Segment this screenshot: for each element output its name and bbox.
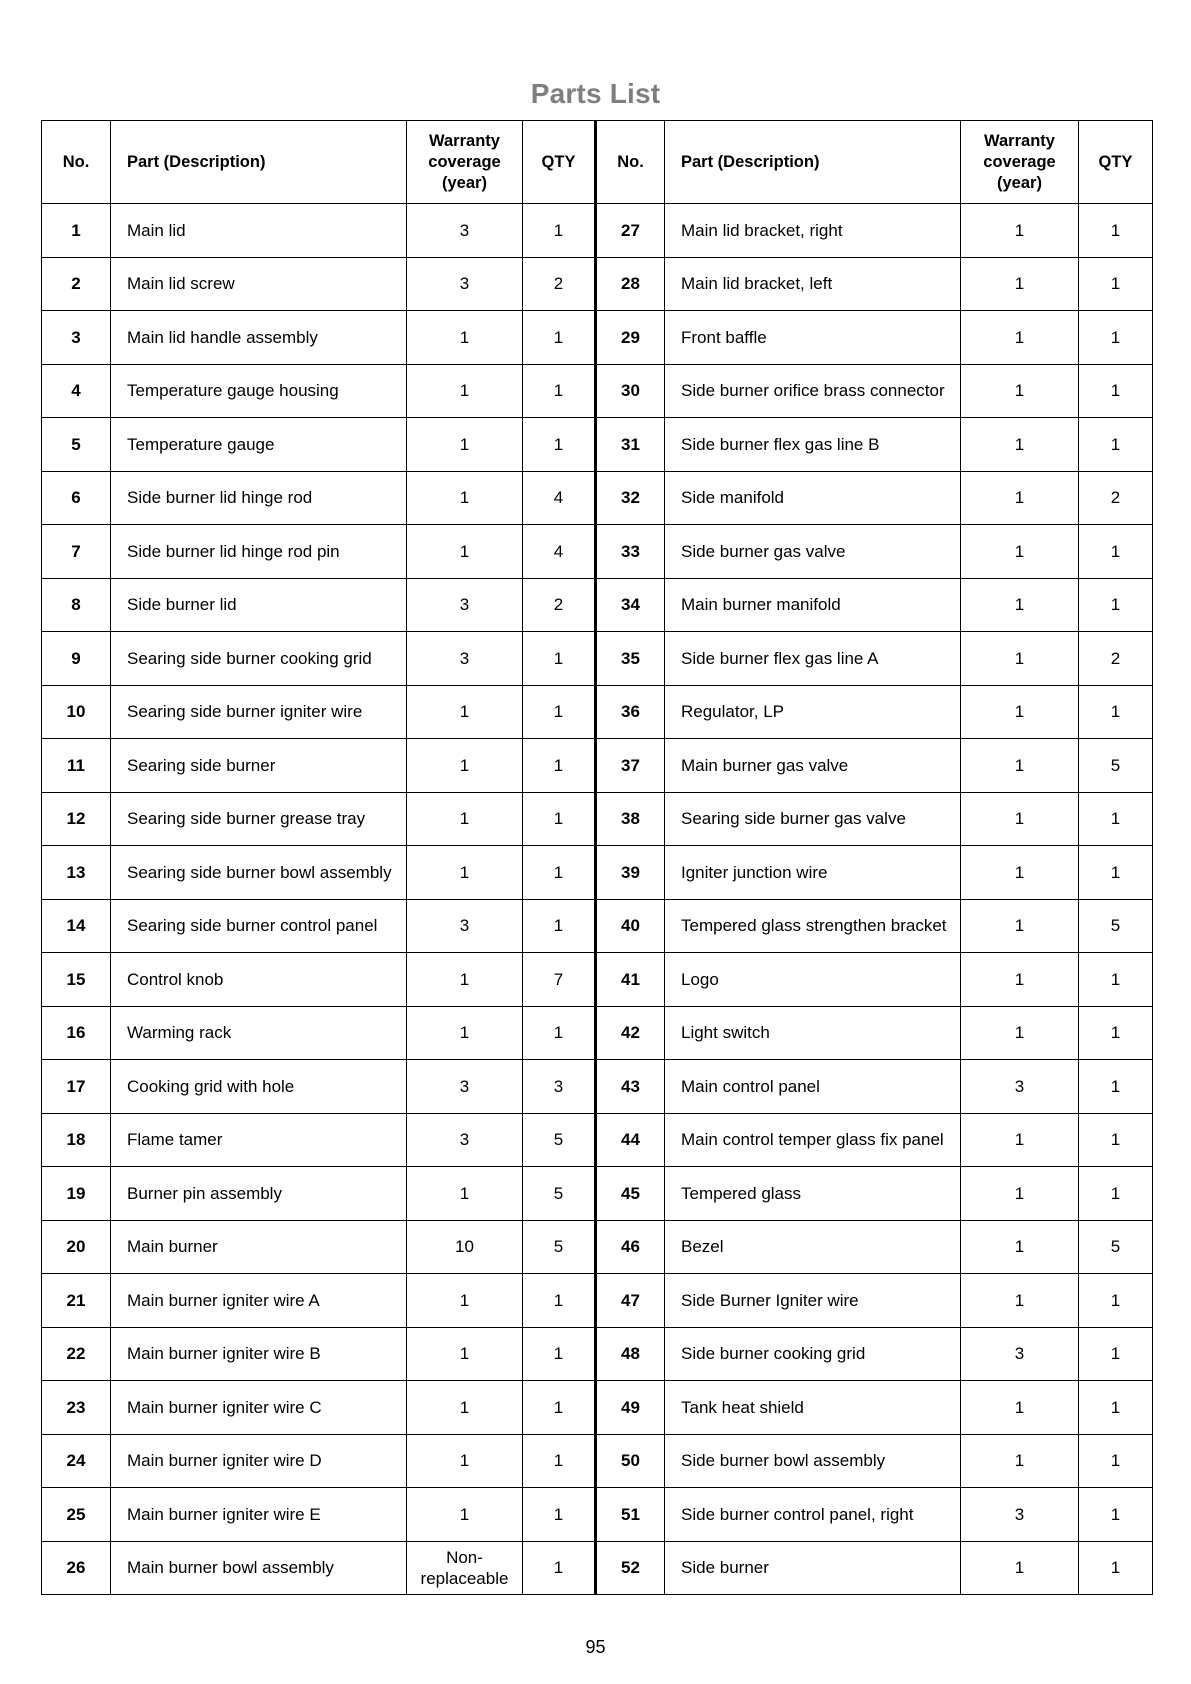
quantity-right: 1 (1079, 846, 1153, 900)
part-number-left: 13 (42, 846, 111, 900)
quantity-right: 1 (1079, 1006, 1153, 1060)
part-number-right: 42 (596, 1006, 665, 1060)
quantity-left: 1 (523, 418, 596, 472)
quantity-right: 1 (1079, 685, 1153, 739)
quantity-right: 1 (1079, 364, 1153, 418)
header-no-right: No. (596, 121, 665, 204)
part-description-left: Searing side burner igniter wire (111, 685, 407, 739)
quantity-right: 1 (1079, 1060, 1153, 1114)
part-description-left: Searing side burner control panel (111, 899, 407, 953)
part-description-right: Side manifold (665, 471, 961, 525)
warranty-years-left: 1 (407, 525, 523, 579)
warranty-years-right: 1 (961, 525, 1079, 579)
part-number-right: 41 (596, 953, 665, 1007)
quantity-right: 1 (1079, 1274, 1153, 1328)
part-number-left: 6 (42, 471, 111, 525)
header-part-right: Part (Description) (665, 121, 961, 204)
quantity-left: 5 (523, 1167, 596, 1221)
quantity-right: 1 (1079, 204, 1153, 258)
quantity-right: 1 (1079, 1113, 1153, 1167)
part-number-right: 32 (596, 471, 665, 525)
part-number-left: 1 (42, 204, 111, 258)
warranty-years-right: 1 (961, 364, 1079, 418)
part-number-left: 7 (42, 525, 111, 579)
part-number-left: 22 (42, 1327, 111, 1381)
table-row (42, 471, 1153, 525)
part-description-left: Main burner bowl assembly (111, 1541, 407, 1595)
part-description-right: Main lid bracket, left (665, 257, 961, 311)
table-row (42, 578, 1153, 632)
quantity-right: 1 (1079, 418, 1153, 472)
part-description-right: Bezel (665, 1220, 961, 1274)
table-row (42, 1434, 1153, 1488)
table-row (42, 632, 1153, 686)
warranty-years-right: 1 (961, 632, 1079, 686)
part-description-left: Cooking grid with hole (111, 1060, 407, 1114)
part-description-left: Temperature gauge (111, 418, 407, 472)
part-number-left: 26 (42, 1541, 111, 1595)
warranty-years-right: 1 (961, 578, 1079, 632)
quantity-right: 5 (1079, 899, 1153, 953)
quantity-left: 1 (523, 311, 596, 365)
header-qty-left: QTY (523, 121, 596, 204)
warranty-years-right: 1 (961, 311, 1079, 365)
warranty-years-left: 1 (407, 1434, 523, 1488)
warranty-years-left: 3 (407, 578, 523, 632)
table-row (42, 1541, 1153, 1595)
part-number-right: 48 (596, 1327, 665, 1381)
quantity-right: 1 (1079, 1488, 1153, 1542)
quantity-right: 1 (1079, 1541, 1153, 1595)
warranty-years-right: 1 (961, 257, 1079, 311)
quantity-right: 1 (1079, 311, 1153, 365)
table-row (42, 1113, 1153, 1167)
part-number-left: 23 (42, 1381, 111, 1435)
part-number-left: 18 (42, 1113, 111, 1167)
quantity-left: 2 (523, 578, 596, 632)
parts-table-body (42, 204, 1153, 1595)
part-number-left: 8 (42, 578, 111, 632)
warranty-years-right: 1 (961, 1381, 1079, 1435)
warranty-years-left: 1 (407, 953, 523, 1007)
quantity-right: 1 (1079, 1381, 1153, 1435)
warranty-years-right: 1 (961, 1113, 1079, 1167)
part-description-right: Main lid bracket, right (665, 204, 961, 258)
warranty-years-left: 1 (407, 311, 523, 365)
part-description-left: Main burner igniter wire A (111, 1274, 407, 1328)
quantity-right: 1 (1079, 525, 1153, 579)
quantity-left: 7 (523, 953, 596, 1007)
part-description-right: Side burner bowl assembly (665, 1434, 961, 1488)
warranty-years-right: 1 (961, 1434, 1079, 1488)
part-number-right: 52 (596, 1541, 665, 1595)
header-qty-right: QTY (1079, 121, 1153, 204)
warranty-years-left: 1 (407, 418, 523, 472)
quantity-left: 1 (523, 792, 596, 846)
part-number-left: 16 (42, 1006, 111, 1060)
part-number-right: 37 (596, 739, 665, 793)
quantity-right: 1 (1079, 257, 1153, 311)
quantity-left: 1 (523, 204, 596, 258)
part-description-right: Side burner cooking grid (665, 1327, 961, 1381)
quantity-right: 1 (1079, 578, 1153, 632)
quantity-right: 5 (1079, 739, 1153, 793)
warranty-years-right: 1 (961, 1541, 1079, 1595)
part-description-left: Warming rack (111, 1006, 407, 1060)
part-description-left: Main burner igniter wire D (111, 1434, 407, 1488)
part-description-left: Main burner igniter wire E (111, 1488, 407, 1542)
quantity-left: 1 (523, 899, 596, 953)
part-description-left: Main burner (111, 1220, 407, 1274)
warranty-years-right: 1 (961, 899, 1079, 953)
part-description-right: Tank heat shield (665, 1381, 961, 1435)
table-row (42, 1274, 1153, 1328)
part-description-right: Side burner gas valve (665, 525, 961, 579)
part-description-left: Main lid (111, 204, 407, 258)
warranty-years-right: 3 (961, 1060, 1079, 1114)
quantity-left: 1 (523, 1488, 596, 1542)
part-number-left: 9 (42, 632, 111, 686)
warranty-years-right: 3 (961, 1488, 1079, 1542)
quantity-left: 1 (523, 632, 596, 686)
warranty-years-left: 1 (407, 1167, 523, 1221)
part-number-left: 5 (42, 418, 111, 472)
table-row (42, 1220, 1153, 1274)
warranty-years-right: 3 (961, 1327, 1079, 1381)
part-number-left: 4 (42, 364, 111, 418)
header-row (42, 121, 1153, 204)
quantity-left: 1 (523, 1327, 596, 1381)
part-number-left: 24 (42, 1434, 111, 1488)
part-number-right: 33 (596, 525, 665, 579)
part-number-right: 51 (596, 1488, 665, 1542)
part-description-right: Front baffle (665, 311, 961, 365)
part-number-left: 25 (42, 1488, 111, 1542)
table-row (42, 204, 1153, 258)
part-description-right: Logo (665, 953, 961, 1007)
warranty-years-left: 3 (407, 899, 523, 953)
part-number-right: 38 (596, 792, 665, 846)
table-row (42, 1006, 1153, 1060)
quantity-right: 1 (1079, 1434, 1153, 1488)
part-number-right: 49 (596, 1381, 665, 1435)
warranty-years-left: 1 (407, 1381, 523, 1435)
part-number-right: 46 (596, 1220, 665, 1274)
part-description-left: Side burner lid hinge rod pin (111, 525, 407, 579)
quantity-left: 1 (523, 1274, 596, 1328)
header-part-left: Part (Description) (111, 121, 407, 204)
table-row (42, 953, 1153, 1007)
parts-table (41, 120, 1153, 1595)
table-row (42, 1488, 1153, 1542)
page-title: Parts List (530, 78, 661, 109)
quantity-left: 1 (523, 739, 596, 793)
quantity-left: 4 (523, 525, 596, 579)
quantity-left: 5 (523, 1220, 596, 1274)
warranty-years-left: 1 (407, 364, 523, 418)
quantity-left: 1 (523, 1541, 596, 1595)
warranty-years-left: 1 (407, 1006, 523, 1060)
quantity-left: 1 (523, 846, 596, 900)
quantity-right: 2 (1079, 471, 1153, 525)
part-number-right: 29 (596, 311, 665, 365)
table-row (42, 1060, 1153, 1114)
part-number-left: 11 (42, 739, 111, 793)
quantity-right: 5 (1079, 1220, 1153, 1274)
part-number-left: 15 (42, 953, 111, 1007)
part-number-right: 39 (596, 846, 665, 900)
page-number: 95 (585, 1637, 606, 1657)
part-description-right: Side burner flex gas line B (665, 418, 961, 472)
warranty-years-left: 1 (407, 1327, 523, 1381)
part-description-right: Side burner (665, 1541, 961, 1595)
part-number-left: 17 (42, 1060, 111, 1114)
part-number-right: 43 (596, 1060, 665, 1114)
table-row (42, 311, 1153, 365)
warranty-years-left: 1 (407, 792, 523, 846)
warranty-years-right: 1 (961, 1274, 1079, 1328)
part-number-left: 20 (42, 1220, 111, 1274)
quantity-left: 1 (523, 685, 596, 739)
part-number-right: 34 (596, 578, 665, 632)
part-number-right: 27 (596, 204, 665, 258)
quantity-left: 3 (523, 1060, 596, 1114)
part-number-right: 47 (596, 1274, 665, 1328)
part-number-left: 21 (42, 1274, 111, 1328)
warranty-years-right: 1 (961, 953, 1079, 1007)
part-number-right: 28 (596, 257, 665, 311)
part-number-right: 35 (596, 632, 665, 686)
part-number-right: 44 (596, 1113, 665, 1167)
part-description-left: Main lid handle assembly (111, 311, 407, 365)
part-description-left: Main burner igniter wire B (111, 1327, 407, 1381)
warranty-years-left: 1 (407, 471, 523, 525)
part-description-right: Tempered glass strengthen bracket (665, 899, 961, 953)
table-row (42, 257, 1153, 311)
part-description-left: Side burner lid (111, 578, 407, 632)
warranty-years-right: 1 (961, 471, 1079, 525)
part-number-right: 30 (596, 364, 665, 418)
quantity-left: 1 (523, 364, 596, 418)
warranty-years-right: 1 (961, 739, 1079, 793)
part-number-left: 12 (42, 792, 111, 846)
warranty-years-right: 1 (961, 846, 1079, 900)
warranty-years-left: 1 (407, 846, 523, 900)
table-row (42, 792, 1153, 846)
part-description-right: Side burner flex gas line A (665, 632, 961, 686)
part-description-left: Flame tamer (111, 1113, 407, 1167)
part-description-right: Side Burner Igniter wire (665, 1274, 961, 1328)
table-row (42, 685, 1153, 739)
warranty-years-right: 1 (961, 418, 1079, 472)
part-number-right: 40 (596, 899, 665, 953)
warranty-years-left: 1 (407, 1274, 523, 1328)
table-row (42, 739, 1153, 793)
part-description-right: Tempered glass (665, 1167, 961, 1221)
part-description-right: Searing side burner gas valve (665, 792, 961, 846)
table-row (42, 1327, 1153, 1381)
part-description-right: Igniter junction wire (665, 846, 961, 900)
part-description-right: Side burner control panel, right (665, 1488, 961, 1542)
part-number-right: 45 (596, 1167, 665, 1221)
warranty-years-left: Non-replaceable (407, 1541, 523, 1595)
warranty-years-left: 3 (407, 1060, 523, 1114)
quantity-right: 1 (1079, 792, 1153, 846)
part-description-right: Regulator, LP (665, 685, 961, 739)
part-number-left: 3 (42, 311, 111, 365)
part-number-right: 31 (596, 418, 665, 472)
part-description-right: Side burner orifice brass connector (665, 364, 961, 418)
part-number-right: 50 (596, 1434, 665, 1488)
table-row (42, 418, 1153, 472)
part-description-left: Side burner lid hinge rod (111, 471, 407, 525)
warranty-years-left: 3 (407, 1113, 523, 1167)
quantity-left: 1 (523, 1006, 596, 1060)
part-description-right: Main burner manifold (665, 578, 961, 632)
part-description-left: Control knob (111, 953, 407, 1007)
warranty-years-right: 1 (961, 685, 1079, 739)
quantity-right: 1 (1079, 953, 1153, 1007)
table-row (42, 1167, 1153, 1221)
part-number-right: 36 (596, 685, 665, 739)
table-row (42, 846, 1153, 900)
part-description-left: Temperature gauge housing (111, 364, 407, 418)
part-description-left: Searing side burner grease tray (111, 792, 407, 846)
part-description-left: Main burner igniter wire C (111, 1381, 407, 1435)
table-row (42, 525, 1153, 579)
quantity-left: 2 (523, 257, 596, 311)
warranty-years-left: 1 (407, 685, 523, 739)
table-row (42, 899, 1153, 953)
warranty-years-left: 3 (407, 257, 523, 311)
header-no-left: No. (42, 121, 111, 204)
quantity-left: 5 (523, 1113, 596, 1167)
warranty-years-right: 1 (961, 1006, 1079, 1060)
warranty-years-left: 3 (407, 632, 523, 686)
warranty-years-right: 1 (961, 204, 1079, 258)
warranty-years-right: 1 (961, 792, 1079, 846)
part-description-left: Searing side burner bowl assembly (111, 846, 407, 900)
quantity-left: 1 (523, 1381, 596, 1435)
quantity-left: 4 (523, 471, 596, 525)
part-number-left: 2 (42, 257, 111, 311)
part-description-left: Main lid screw (111, 257, 407, 311)
part-description-left: Searing side burner cooking grid (111, 632, 407, 686)
warranty-years-left: 3 (407, 204, 523, 258)
part-description-left: Searing side burner (111, 739, 407, 793)
quantity-right: 1 (1079, 1327, 1153, 1381)
part-description-right: Light switch (665, 1006, 961, 1060)
warranty-years-right: 1 (961, 1220, 1079, 1274)
warranty-years-left: 1 (407, 1488, 523, 1542)
part-description-right: Main control temper glass fix panel (665, 1113, 961, 1167)
quantity-left: 1 (523, 1434, 596, 1488)
warranty-years-right: 1 (961, 1167, 1079, 1221)
table-row (42, 1381, 1153, 1435)
part-description-left: Burner pin assembly (111, 1167, 407, 1221)
part-number-left: 14 (42, 899, 111, 953)
table-row (42, 364, 1153, 418)
part-number-left: 19 (42, 1167, 111, 1221)
quantity-right: 2 (1079, 632, 1153, 686)
warranty-years-left: 10 (407, 1220, 523, 1274)
header-warranty-right: Warranty coverage (year) (961, 121, 1079, 204)
warranty-years-left: 1 (407, 739, 523, 793)
quantity-right: 1 (1079, 1167, 1153, 1221)
part-description-right: Main burner gas valve (665, 739, 961, 793)
part-description-right: Main control panel (665, 1060, 961, 1114)
header-warranty-left: Warranty coverage (year) (407, 121, 523, 204)
part-number-left: 10 (42, 685, 111, 739)
